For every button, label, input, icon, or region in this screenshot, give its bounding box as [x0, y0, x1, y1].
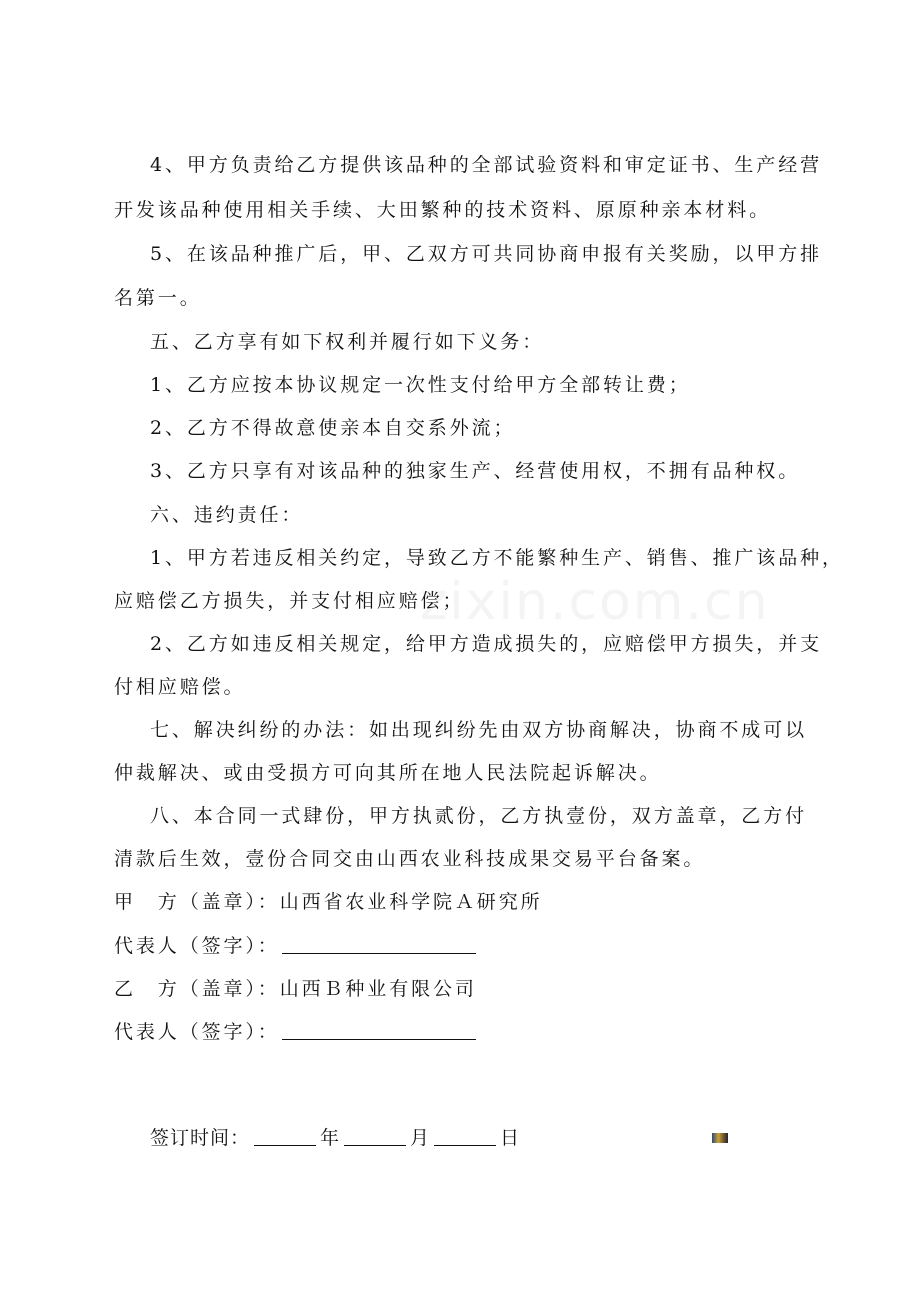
section-6-item-2-line-1: 2、乙方如违反相关规定，给甲方造成损失的，应赔偿甲方损失，并支: [150, 633, 822, 655]
year-label: 年: [320, 1127, 341, 1149]
section-6-item-1-line-2: 应赔偿乙方损失，并支付相应赔偿；: [114, 590, 465, 612]
thumbnail-image: [712, 1133, 728, 1143]
section-5-item-3: 3、乙方只享有对该品种的独家生产、经营使用权，不拥有品种权。: [150, 460, 801, 482]
rep-b-row: [114, 1020, 476, 1044]
section-7-line-1: 七、解决纠纷的办法：如出现纠纷先由双方协商解决，协商不成可以: [150, 719, 808, 741]
year-blank: [254, 1127, 316, 1146]
clause-4-line-1: 4、甲方负责给乙方提供该品种的全部试验资料和审定证书、生产经营: [150, 154, 822, 176]
party-b-row: [114, 977, 477, 1001]
party-a-name: 山西省农业科学院Ａ研究所: [279, 891, 543, 913]
date-row: [150, 1126, 520, 1150]
party-a-row: [114, 890, 543, 914]
section-7-line-2: 仲裁解决、或由受损方可向其所在地人民法院起诉解决。: [114, 762, 662, 784]
rep-b-signature-blank: [282, 1021, 476, 1040]
section-6-title: 六、违约责任：: [150, 504, 304, 526]
clause-4-line-2: 开发该品种使用相关手续、大田繁种的技术资料、原原种亲本材料。: [114, 199, 772, 221]
rep-a-signature-blank: [282, 935, 476, 954]
party-b-name: 山西Ｂ种业有限公司: [279, 978, 477, 1000]
section-8-line-1: 八、本合同一式肆份，甲方执贰份，乙方执壹份，双方盖章，乙方付: [150, 805, 808, 827]
rep-a-label: 代表人（签字）：: [114, 935, 280, 957]
watermark: zixin.com.cn: [420, 572, 770, 632]
month-label: 月: [410, 1127, 431, 1149]
section-6-item-1-line-1: 1、甲方若违反相关约定，导致乙方不能繁种生产、销售、推广该品种，: [150, 547, 844, 569]
rep-b-label: 代表人（签字）：: [114, 1021, 280, 1043]
section-5-item-2: 2、乙方不得故意使亲本自交系外流；: [150, 417, 516, 439]
section-5-item-1: 1、乙方应按本协议规定一次性支付给甲方全部转让费；: [150, 374, 691, 396]
section-6-item-2-line-2: 付相应赔偿。: [114, 676, 246, 698]
day-blank: [434, 1127, 496, 1146]
party-a-label: 甲 方（盖章）：: [114, 891, 280, 913]
clause-5-line-2: 名第一。: [114, 287, 202, 309]
clause-5-line-1: 5、在该品种推广后，甲、乙双方可共同协商申报有关奖励，以甲方排: [150, 243, 822, 265]
day-label: 日: [500, 1127, 521, 1149]
section-5-title: 五、乙方享有如下权利并履行如下义务：: [150, 331, 545, 353]
party-b-label: 乙 方（盖章）：: [114, 978, 280, 1000]
rep-a-row: [114, 934, 476, 958]
month-blank: [344, 1127, 406, 1146]
date-label: 签订时间：: [150, 1127, 251, 1149]
section-8-line-2: 清款后生效，壹份合同交由山西农业科技成果交易平台备案。: [114, 848, 706, 870]
